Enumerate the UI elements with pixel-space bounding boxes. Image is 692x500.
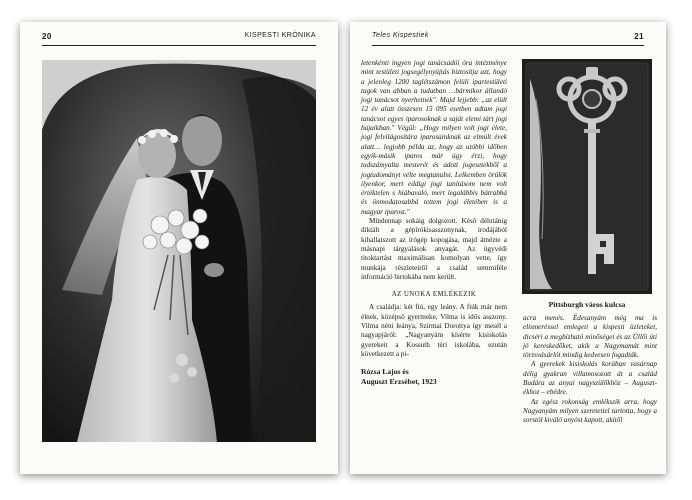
wedding-photo — [42, 60, 316, 442]
paragraph: Az egész rokonság emlékszik arra, hogy Nagyanyám milyen szeretettel tartotta, hogy a sorstól kiváló anyóst kapott, akitől — [523, 397, 657, 425]
wedding-portrait-icon — [42, 60, 316, 442]
image-caption: Pittsburgh város kulcsa — [548, 300, 626, 309]
photo-caption-left — [361, 367, 507, 387]
page-number: 20 — [42, 32, 52, 41]
paragraph: Mindennap sokáig dolgozott. Késő délutánig diktált a gépírókisasszonynak, irodájából kihallatszott az írógép kopogása, majd átnézte a másnapi tárgyalások anyagát. Az ügyvédi titoktartást maximálisan komolyan vette, így munkája részleteiről a család semmiféle információ birtokába nem került. — [361, 217, 507, 281]
side-text-column — [523, 314, 657, 426]
main-text-column — [361, 59, 507, 387]
running-title: KISPESTI KRÓNIKA — [244, 32, 316, 39]
left-page — [20, 22, 338, 474]
caption-line: Rózsa Lajos és — [361, 367, 409, 377]
running-title: Teles Kispestiek — [372, 32, 429, 39]
paragraph: A gyerekek kisiskolás korában vasárnap délig gyakran villamosozott át a család Budára az anyai nagyszülőkhöz – Augusztékhoz – ebédre. — [523, 360, 657, 397]
paragraph: letenkénti ingyen jogi tanácsadói óra intézménye mint testületi jogsegélynyújtás biztosítja azt, hogy a jelenleg 1200 taglétszámon felüli ipartestületi tagok van abban a tudatban …bármikor állandó jogi tanácsot nyerhetnek". Majd lejjebb: „az elült 12 év alatt összesen 15 095 esetben adtam jogi tanácsot egyes iparosoknak a saját elemi tárt jogi bajaikban." Végül: „Hogy milyen volt jogi élete, jogi felvilágosítára iparosainknak az elmúlt évek alatt… legjobb példa az, hogy az utóbbi időben egyik-másik iparos már úgy érzi, hogy tudszámyalta mesterét és adott jogesetekből a jogtudományt vélte megtanulni. Lelkemben örülök ilyenkor, mert eddigi jogi tanításom nem volt értéktelen s hiábavaló, mert legalábbis bátrabbá és önmodatosabbá tettem jogi életében is a magyar iparost." — [361, 59, 507, 216]
paragraph: A családja: két fiú, egy leány. A fiúk már nem élnek, középső gyermeke, Vilma is idős asszony. Vilma néni leánya, Szirmai Dorottya így mesél a nagyapjáról: „Nagyanyám kísérte kisiskolás gyerekeit a Kossuth téri iskolába, ezután következett a pi- — [361, 303, 507, 358]
left-page-header — [42, 30, 316, 46]
right-page-header — [372, 30, 644, 46]
paragraph: acra menés. Édesanyám még ma is elismeréssel emlegeti a kispesti üzleteket, dicséri a megbízható minőséget és az Üllői úti jó kereskedőket, akik a Nagymamát mint törzsvásárlót mindig kedvesen fogadták. — [523, 314, 657, 360]
pittsburgh-key-icon — [522, 59, 652, 294]
page-number: 21 — [634, 32, 644, 41]
caption-line: Auguszt Erzsébet, 1923 — [361, 377, 437, 387]
right-page — [350, 22, 666, 474]
key-photo — [522, 59, 652, 294]
section-subheading: AZ UNOKA EMLÉKEZIK — [391, 291, 477, 299]
